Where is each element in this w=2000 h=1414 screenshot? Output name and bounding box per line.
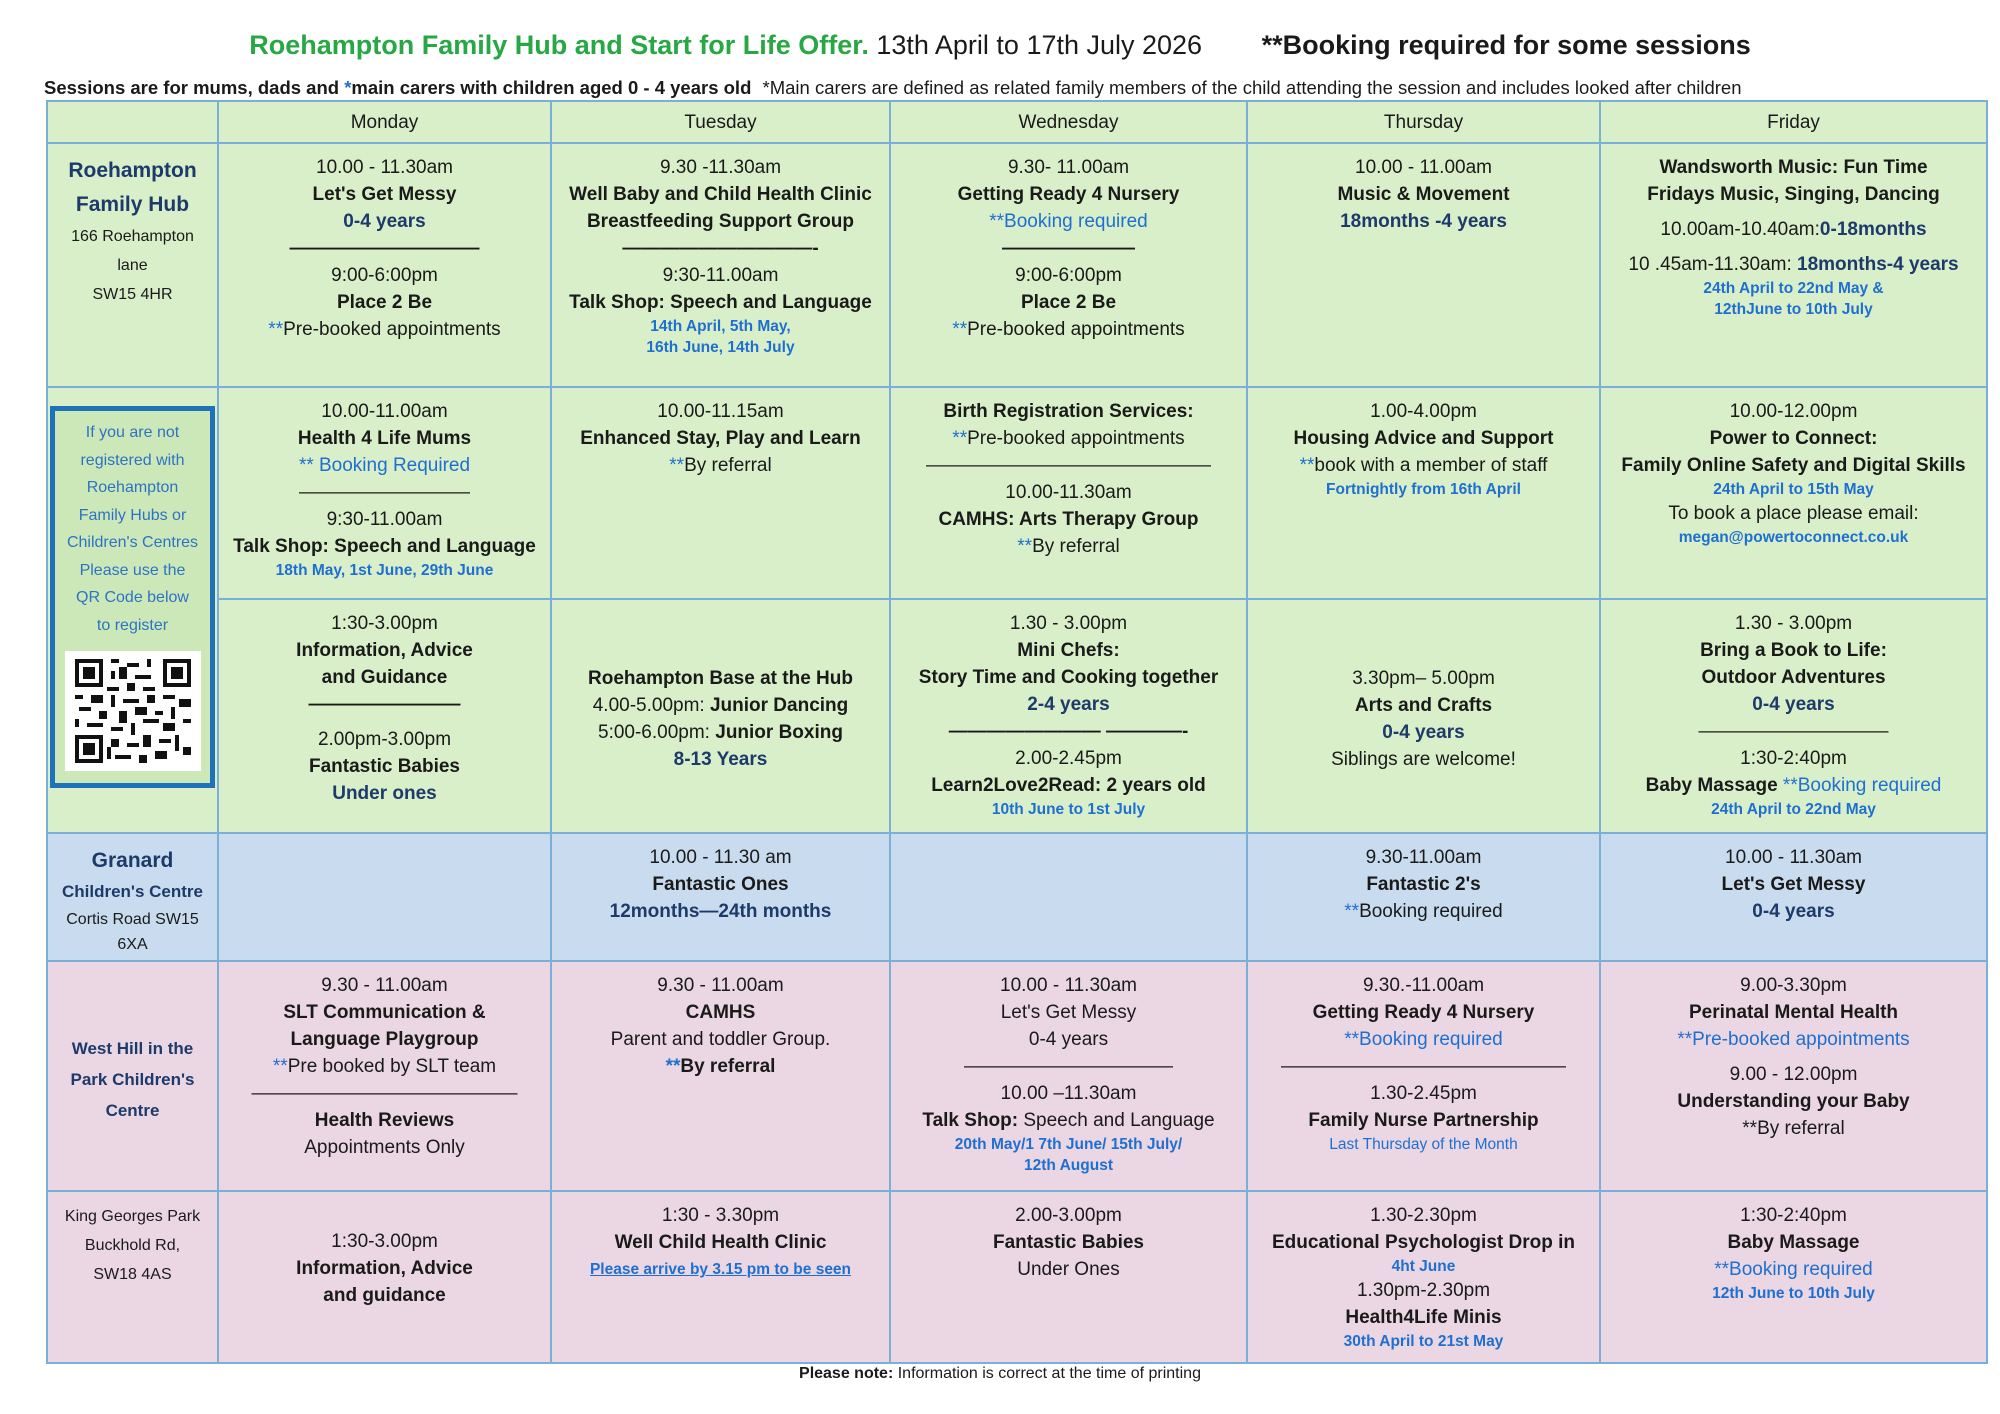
divider: ————————— [299, 482, 470, 503]
session-cell [1247, 1191, 1600, 1363]
session-age: 18months -4 years [1340, 211, 1507, 232]
divider: —————————— [1698, 721, 1889, 742]
registration-cell [47, 387, 218, 833]
location-kinggeorges [47, 1191, 218, 1363]
day-friday: Friday [1600, 101, 1987, 143]
roehampton-row-2 [47, 387, 1987, 599]
session-title: Fantastic 2's [1366, 874, 1481, 895]
session-cell [890, 387, 1247, 599]
session-note: **By referral [1742, 1118, 1845, 1139]
location-name: Granard [91, 849, 174, 872]
location-name: Park Children's [70, 1069, 195, 1089]
session-time: 9.30.-11.00am [1362, 975, 1485, 996]
session-title: Health4Life Minis [1345, 1307, 1502, 1328]
session-title: Family Online Safety and Digital Skills [1621, 455, 1966, 476]
session-title: Talk Shop: Speech and Language [569, 292, 872, 313]
day-monday: Monday [218, 101, 551, 143]
session-note: Siblings are welcome! [1331, 749, 1516, 770]
location-address: 6XA [117, 936, 148, 953]
divider: ——————————— [964, 1056, 1173, 1077]
eligibility-note [44, 77, 1984, 99]
session-title: Mini Chefs: [1017, 640, 1120, 661]
session-title: Music & Movement [1337, 184, 1510, 205]
session-dates: 12thJune to 10th July [1714, 301, 1873, 318]
roehampton-row-3 [47, 599, 1987, 833]
session-note: **Booking required [1714, 1259, 1873, 1280]
registration-box: If you are not registered with Roehampton Family Hubs or Children's Centres Please use the QR Code below to register [50, 406, 215, 788]
session-cell [551, 143, 890, 387]
title-dates: 13th April to 17th July 2026 [876, 30, 1203, 60]
session-title: Breastfeeding Support Group [586, 211, 855, 232]
session-cell [1247, 599, 1600, 833]
session-cell [551, 1191, 890, 1363]
session-time: 10.00 - 11.30am [316, 157, 453, 178]
location-address: 166 Roehampton [71, 228, 194, 245]
location-address: SW18 4AS [93, 1266, 172, 1283]
session-title: Fantastic Babies [993, 1232, 1144, 1253]
session-age: 8-13 Years [673, 749, 768, 770]
session-note: To book a place please email: [1668, 503, 1919, 524]
session-time: 10.00 - 11.30am [1725, 847, 1862, 868]
session-time: 1:30-3.00pm [331, 1231, 438, 1252]
session-title: SLT Communication & [283, 1002, 486, 1023]
session-note: **By referral [1017, 536, 1120, 557]
session-time: 10.00 –11.30am [1000, 1083, 1137, 1104]
session-title: Fridays Music, Singing, Dancing [1647, 184, 1940, 205]
session-cell [1600, 1191, 1987, 1363]
session-age: 0-4 years [1382, 722, 1465, 743]
session-dates: 16th June, 14th July [646, 339, 795, 356]
session-title: Learn2Love2Read: 2 years old [931, 775, 1206, 796]
session-time: 10.00 - 11.30 am [649, 847, 792, 868]
divider: ——————— [1002, 238, 1135, 259]
session-title: Family Nurse Partnership [1308, 1110, 1539, 1131]
session-title: CAMHS [685, 1002, 756, 1023]
session-dates: 4ht June [1391, 1258, 1456, 1275]
session-cell [1600, 387, 1987, 599]
session-title: Talk Shop: Speech and Language [922, 1110, 1215, 1131]
eligibility-b: main carers with children aged 0 - 4 years old [351, 77, 752, 98]
session-note: **Pre-booked appointments [952, 428, 1185, 449]
session-time: 9.00 - 12.00pm [1729, 1064, 1858, 1085]
session-time: 9:30-11.00am [662, 265, 779, 286]
session-note: **By referral [665, 1056, 776, 1077]
session-title: Health 4 Life Mums [297, 428, 472, 449]
eligibility-star: * [344, 77, 352, 98]
session-time: 9:00-6:00pm [1015, 265, 1122, 286]
arrival-link[interactable]: Please arrive by 3.15 pm to be seen [589, 1261, 852, 1278]
session-note: **Pre-booked appointments [952, 319, 1185, 340]
session-age: 0-4 years [1752, 694, 1835, 715]
session-note: Under Ones [1017, 1259, 1120, 1280]
session-cell [551, 833, 890, 961]
session-note: **Booking required [1344, 1029, 1503, 1050]
session-dates: 24th April to 22nd May [1711, 801, 1876, 818]
title-hub: Roehampton Family Hub and Start for Life Offer. [249, 30, 869, 60]
session-title: Roehampton Base at the Hub [588, 668, 853, 689]
session-time: 10.00 - 11.30am [1000, 975, 1137, 996]
session-dates: 24th April to 22nd May & [1703, 280, 1884, 297]
location-roehampton [47, 143, 218, 387]
session-time: 1.30pm-2.30pm [1356, 1280, 1491, 1301]
session-title: Place 2 Be [1020, 292, 1117, 313]
session-title: Well Child Health Clinic [614, 1232, 827, 1253]
session-dates: 10th June to 1st July [991, 801, 1146, 818]
session-title: Fantastic Ones [652, 874, 789, 895]
timetable [46, 100, 1988, 1364]
session-title: Let's Get Messy [1000, 1002, 1137, 1023]
session-cell [890, 599, 1247, 833]
session-age: 0-4 years [1752, 901, 1835, 922]
qr-code-icon[interactable] [65, 651, 201, 771]
session-time: 2.00pm-3.00pm [317, 729, 452, 750]
session-title: Well Baby and Child Health Clinic [569, 184, 872, 205]
page-title [0, 30, 2000, 61]
session-time: 9.30 - 11.00am [657, 975, 784, 996]
location-name: Roehampton [68, 159, 197, 182]
session-cell [218, 961, 551, 1191]
session-dates: 30th April to 21st May [1343, 1333, 1504, 1350]
session-title: Fantastic Babies [309, 756, 460, 777]
session-time: 10.00-11.00am [321, 401, 448, 422]
session-time: 9.30- 11.00am [1007, 157, 1130, 178]
session-dates: 24th April to 15th May [1713, 481, 1874, 498]
session-cell-empty [890, 833, 1247, 961]
divider: ———————— ————- [948, 721, 1189, 742]
session-cell [1600, 961, 1987, 1191]
session-dates: 12th June to 10th July [1712, 1285, 1875, 1302]
session-time: 10.00 - 11.00am [1355, 157, 1492, 178]
session-title: Understanding your Baby [1677, 1091, 1910, 1112]
session-title: Getting Ready 4 Nursery [1312, 1002, 1535, 1023]
session-title: Power to Connect: [1709, 428, 1878, 449]
session-time: 10.00-12.00pm [1729, 401, 1858, 422]
session-time: 9:30-11.00am [326, 509, 443, 530]
session-title: and guidance [323, 1285, 446, 1306]
session-title: Place 2 Be [336, 292, 433, 313]
session-age: 0-4 years [343, 211, 426, 232]
session-age: 2-4 years [1027, 694, 1110, 715]
footer-note [0, 1365, 2000, 1383]
divider: ——————————————— [1281, 1056, 1566, 1077]
session-title: Wandsworth Music: Fun Time [1659, 157, 1928, 178]
session-time: 9.30 -11.30am [659, 157, 782, 178]
footer-label: Please note: [799, 1365, 894, 1382]
session-dates: 18th May, 1st June, 29th June [275, 562, 494, 579]
location-address: Buckhold Rd, [84, 1237, 181, 1254]
session-line: 4.00-5.00pm: Junior Dancing [592, 695, 849, 716]
session-cell [1247, 961, 1600, 1191]
granard-row [47, 833, 1987, 961]
session-title: Talk Shop: Speech and Language [233, 536, 536, 557]
divider: —————————— [289, 238, 480, 259]
session-title: Let's Get Messy [1721, 874, 1866, 895]
session-title: Perinatal Mental Health [1688, 1002, 1899, 1023]
session-time: 1.00-4.00pm [1370, 401, 1477, 422]
session-title: Enhanced Stay, Play and Learn [580, 428, 861, 449]
session-cell [218, 143, 551, 387]
divider: ———————— [308, 694, 461, 715]
session-title: and Guidance [321, 667, 448, 688]
session-time: 1:30-2:40pm [1740, 748, 1847, 769]
session-cell [1600, 833, 1987, 961]
session-note: **Pre-booked appointments [1677, 1029, 1910, 1050]
session-time: 9:00-6:00pm [331, 265, 438, 286]
session-title: Baby Massage [1727, 1232, 1860, 1253]
session-title: Arts and Crafts [1354, 695, 1493, 716]
session-time: 9.00-3.30pm [1740, 975, 1847, 996]
session-cell [1247, 387, 1600, 599]
divider: ——————————————— [926, 455, 1211, 476]
session-title: Let's Get Messy [312, 184, 457, 205]
session-title: Baby Massage **Booking required [1645, 775, 1942, 796]
day-header-row [47, 101, 1987, 143]
location-name: West Hill in the [71, 1038, 194, 1058]
session-time: 9.30 - 11.00am [321, 975, 448, 996]
session-cell [890, 143, 1247, 387]
session-cell [551, 387, 890, 599]
session-title: Getting Ready 4 Nursery [957, 184, 1180, 205]
session-time: 1:30-3.00pm [331, 613, 438, 634]
session-time: 10.00-11.15am [657, 401, 784, 422]
session-note: Appointments Only [304, 1137, 465, 1158]
day-tuesday: Tuesday [551, 101, 890, 143]
session-age: 12months—24th months [609, 901, 832, 922]
session-time: 9.30-11.00am [1365, 847, 1482, 868]
session-title: Story Time and Cooking together [918, 667, 1219, 688]
session-title: Bring a Book to Life: [1700, 640, 1887, 661]
location-address: King Georges Park [64, 1208, 201, 1225]
contact-email[interactable]: megan@powertoconnect.co.uk [1678, 529, 1909, 546]
session-note: **book with a member of staff [1299, 455, 1548, 476]
session-time: 1.30-2.45pm [1370, 1083, 1477, 1104]
session-title: Information, Advice [296, 640, 473, 661]
day-wednesday: Wednesday [890, 101, 1247, 143]
footer-text: Information is correct at the time of printing [893, 1365, 1201, 1382]
session-time: 10.00-11.30am [1005, 482, 1132, 503]
session-title: Health Reviews [314, 1110, 455, 1131]
session-note: **Booking required [989, 211, 1148, 232]
session-cell [890, 1191, 1247, 1363]
location-name: Children's Centre [61, 882, 203, 901]
title-booking-note: **Booking required for some sessions [1261, 30, 1751, 60]
session-time: 10 .45am-11.30am: 18months-4 years [1628, 254, 1959, 275]
session-age: Under ones [332, 783, 437, 804]
session-title: Information, Advice [296, 1258, 473, 1279]
session-cell [551, 961, 890, 1191]
session-time: 1.30 - 3.00pm [1009, 613, 1128, 634]
session-title: Housing Advice and Support [1293, 428, 1554, 449]
location-address: Cortis Road SW15 [66, 911, 199, 928]
session-note: **By referral [669, 455, 772, 476]
session-cell [218, 1191, 551, 1363]
session-time: 2.00-2.45pm [1015, 748, 1122, 769]
session-cell [1600, 143, 1987, 387]
session-title: Educational Psychologist Drop in [1272, 1232, 1575, 1253]
divider: ——————————- [622, 238, 819, 259]
session-time: 1:30 - 3.30pm [661, 1205, 780, 1226]
session-time: 1.30-2.30pm [1370, 1205, 1477, 1226]
session-time: 1.30 - 3.00pm [1734, 613, 1853, 634]
session-line: 5:00-6.00pm: Junior Boxing [598, 722, 843, 743]
session-cell [1600, 599, 1987, 833]
session-cell [218, 387, 551, 599]
location-westhill [47, 961, 218, 1191]
location-granard [47, 833, 218, 961]
location-name: Family Hub [75, 193, 190, 216]
session-cell [1247, 833, 1600, 961]
session-cell-empty [218, 833, 551, 961]
westhill-row-2 [47, 1191, 1987, 1363]
session-title: Birth Registration Services: [943, 401, 1194, 422]
session-dates: 14th April, 5th May, [650, 318, 791, 335]
session-time: 10.00am-10.40am:0-18months [1660, 219, 1927, 240]
main-carer-note: *Main carers are defined as related family members of the child attending the session and includes looked after children [762, 77, 1742, 98]
session-cell [890, 961, 1247, 1191]
eligibility-a: Sessions are for mums, dads and [44, 77, 345, 98]
westhill-row-1 [47, 961, 1987, 1191]
corner-cell [47, 101, 218, 143]
session-note: **Booking required [1344, 901, 1503, 922]
session-note: Parent and toddler Group. [610, 1029, 831, 1050]
session-title: Outdoor Adventures [1701, 667, 1886, 688]
location-name: Centre [105, 1100, 160, 1120]
divider: —————————————— [251, 1083, 518, 1104]
day-thursday: Thursday [1247, 101, 1600, 143]
session-cell [1247, 143, 1600, 387]
session-note: **Pre-booked appointments [268, 319, 501, 340]
roehampton-row-1 [47, 143, 1987, 387]
location-address: lane [117, 257, 148, 274]
session-dates: Fortnightly from 16th April [1326, 481, 1521, 498]
session-age: 0-4 years [1028, 1029, 1109, 1050]
session-dates: 12th August [1024, 1157, 1113, 1174]
location-address: SW15 4HR [92, 286, 173, 303]
session-time: 1:30-2:40pm [1740, 1205, 1847, 1226]
session-dates: Last Thursday of the Month [1329, 1136, 1518, 1153]
session-note: **Pre booked by SLT team [272, 1056, 497, 1077]
session-cell [218, 599, 551, 833]
session-dates: 20th May/1 7th June/ 15th July/ [954, 1136, 1183, 1153]
session-time: 2.00-3.00pm [1015, 1205, 1122, 1226]
session-title: Language Playgroup [290, 1029, 479, 1050]
session-title: CAMHS: Arts Therapy Group [938, 509, 1199, 530]
session-note: ** Booking Required [298, 455, 471, 476]
session-cell [551, 599, 890, 833]
session-time: 3.30pm– 5.00pm [1352, 668, 1495, 689]
